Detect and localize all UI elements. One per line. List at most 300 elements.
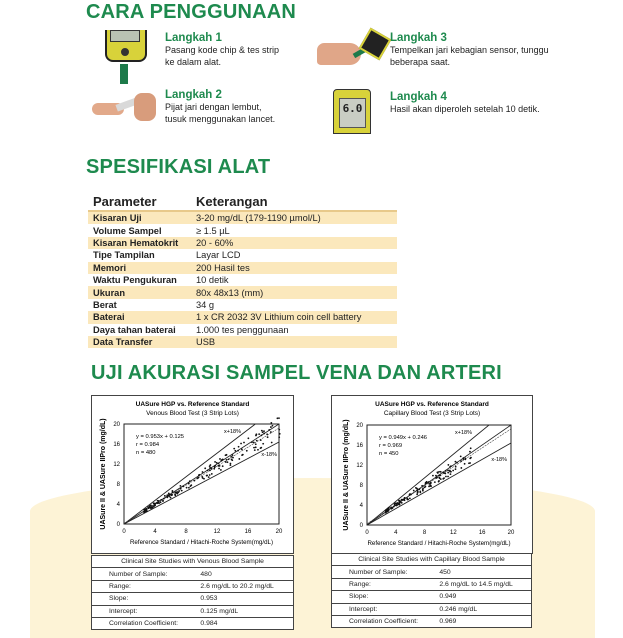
y-tick-label: 16 xyxy=(356,443,363,449)
data-point xyxy=(220,469,222,471)
spec-value: 10 detik xyxy=(196,275,229,286)
correlation-label: r = 0.969 xyxy=(379,443,403,449)
study-table-row xyxy=(92,605,294,617)
data-point xyxy=(231,458,233,460)
data-point xyxy=(238,446,240,448)
data-point xyxy=(409,494,411,496)
study-label: Number of Sample: xyxy=(332,566,440,578)
finger-sensor-image xyxy=(317,30,387,74)
spec-parameter: Baterai xyxy=(88,311,191,323)
x-tick-label: 20 xyxy=(275,529,283,535)
data-point xyxy=(447,472,449,474)
chart-subtitle: Venous Blood Test (3 Strip Lots) xyxy=(146,410,239,417)
spec-parameter: Kisaran Uji xyxy=(88,211,191,224)
capillary-study-table xyxy=(331,553,532,628)
spec-value: Layar LCD xyxy=(196,250,241,261)
study-value: 0.949 xyxy=(439,591,531,603)
study-label: Intercept: xyxy=(92,605,201,617)
spec-row xyxy=(88,224,397,236)
data-point xyxy=(172,490,174,492)
study-table-row xyxy=(332,578,532,590)
data-point xyxy=(385,512,387,514)
data-point xyxy=(255,435,257,437)
data-point xyxy=(186,487,188,489)
data-point xyxy=(430,485,432,487)
data-point xyxy=(261,434,263,436)
x-tick-label: 0 xyxy=(122,529,126,535)
spec-value: 80x 48x13 (mm) xyxy=(191,286,397,298)
data-point xyxy=(470,457,472,459)
usage-title: CARA PENGGUNAAN xyxy=(86,1,297,23)
step-title: Langkah 1 xyxy=(165,32,222,44)
data-point xyxy=(388,507,390,509)
study-table-row xyxy=(92,593,294,605)
data-point xyxy=(421,485,423,487)
spec-header-keterangan: Keterangan xyxy=(196,193,268,209)
data-point xyxy=(232,454,234,456)
data-point xyxy=(213,468,215,470)
data-point xyxy=(263,430,265,432)
data-point xyxy=(180,485,182,487)
data-point xyxy=(241,448,243,450)
data-point xyxy=(237,450,239,452)
data-point xyxy=(152,506,154,508)
spec-row xyxy=(88,286,397,298)
spec-table xyxy=(88,192,397,348)
data-point xyxy=(251,441,253,443)
data-point xyxy=(189,480,191,482)
step-text: Pasang kode chip & tes strip xyxy=(165,45,280,55)
study-value: 0.125 mg/dL xyxy=(200,605,293,617)
data-point xyxy=(436,477,438,479)
step-text: beberapa saat. xyxy=(390,57,451,67)
spec-row xyxy=(88,299,397,311)
data-point xyxy=(216,462,218,464)
data-point xyxy=(455,466,457,468)
data-point xyxy=(166,496,168,498)
data-point xyxy=(404,497,406,499)
data-point xyxy=(401,502,403,504)
step-text: Hasil akan diperoleh setelah 10 detik. xyxy=(390,104,540,114)
data-point xyxy=(203,478,205,480)
spec-header-parameter: Parameter xyxy=(93,193,157,209)
data-point xyxy=(170,497,172,499)
data-point xyxy=(241,454,243,456)
data-point xyxy=(438,475,440,477)
spec-value: 34 g xyxy=(196,299,215,310)
x-tick-label: 16 xyxy=(478,530,486,536)
data-point xyxy=(460,460,462,462)
regression-equation: y = 0.953x + 0.125 xyxy=(136,434,185,440)
spec-parameter: Berat xyxy=(93,299,117,310)
study-table-row xyxy=(92,617,294,629)
study-value: 2.6 mg/dL to 20.2 mg/dL xyxy=(200,580,293,592)
data-point xyxy=(270,422,272,424)
study-value: 2.6 mg/dL to 14.5 mg/dL xyxy=(439,578,531,590)
y-tick-label: 0 xyxy=(116,522,120,528)
y-tick-label: 4 xyxy=(116,502,120,508)
data-point xyxy=(176,491,178,493)
spec-row xyxy=(88,324,397,336)
data-point xyxy=(445,476,447,478)
study-table-row xyxy=(92,568,294,580)
data-point xyxy=(393,506,395,508)
data-point xyxy=(450,473,452,475)
y-tick-label: 12 xyxy=(113,462,120,468)
y-axis-label: UASure II & UASure IIPro (mg/dL) xyxy=(100,418,107,530)
data-point xyxy=(150,504,152,506)
study-label: Correlation Coefficient: xyxy=(332,615,440,627)
venous-study-table xyxy=(91,555,294,630)
data-point xyxy=(221,459,223,461)
data-point xyxy=(256,440,258,442)
data-point xyxy=(255,443,257,445)
study-table-row xyxy=(92,580,294,592)
step-1 xyxy=(165,32,279,68)
data-point xyxy=(444,473,446,475)
data-point xyxy=(154,504,156,506)
study-label: Slope: xyxy=(332,591,440,603)
step-title: Langkah 4 xyxy=(390,91,447,103)
data-point xyxy=(204,467,206,469)
data-point xyxy=(452,470,454,472)
data-point xyxy=(218,468,220,470)
data-point xyxy=(465,457,467,459)
data-point xyxy=(410,494,412,496)
data-point xyxy=(197,477,199,479)
meter-insert-strip-image xyxy=(105,30,143,84)
data-point xyxy=(234,450,236,452)
study-table-row xyxy=(332,566,532,578)
study-value: 0.984 xyxy=(200,617,293,629)
data-point xyxy=(207,470,209,472)
data-point xyxy=(222,465,224,467)
lancet-finger-image xyxy=(92,93,158,123)
data-point xyxy=(464,463,466,465)
data-point xyxy=(278,429,280,431)
data-point xyxy=(149,506,151,508)
study-value: 0.246 mg/dL xyxy=(439,603,531,615)
step-text: ke dalam alat. xyxy=(165,57,222,67)
data-point xyxy=(143,511,145,513)
data-point xyxy=(386,509,388,511)
y-tick-label: 20 xyxy=(356,423,363,429)
data-point xyxy=(449,470,451,472)
lower-limit-label: x-18% xyxy=(261,452,277,458)
spec-value: 200 Hasil tes xyxy=(191,262,397,274)
data-point xyxy=(253,442,255,444)
data-point xyxy=(225,461,227,463)
spec-value: USB xyxy=(191,336,397,348)
spec-value: 3-20 mg/dL (179-1190 µmol/L) xyxy=(191,211,397,224)
spec-row xyxy=(88,249,397,261)
y-tick-label: 8 xyxy=(359,483,363,489)
data-point xyxy=(418,488,420,490)
spec-parameter: Ukuran xyxy=(88,286,191,298)
x-tick-label: 8 xyxy=(184,529,188,535)
data-point xyxy=(394,504,396,506)
data-point xyxy=(219,458,221,460)
y-axis-label: UASure II & UASure IIPro (mg/dL) xyxy=(343,419,350,531)
data-point xyxy=(226,454,228,456)
data-point xyxy=(261,430,263,432)
data-point xyxy=(270,426,272,428)
data-point xyxy=(180,488,182,490)
data-point xyxy=(194,480,196,482)
data-point xyxy=(437,471,439,473)
data-point xyxy=(214,461,216,463)
step-2 xyxy=(165,89,275,125)
data-point xyxy=(188,483,190,485)
data-point xyxy=(254,449,256,451)
data-point xyxy=(260,439,262,441)
spec-parameter: Daya tahan baterai xyxy=(93,324,176,335)
data-point xyxy=(447,476,449,478)
study-label: Range: xyxy=(92,580,201,592)
spec-value: 1.000 tes penggunaan xyxy=(196,324,289,335)
spec-parameter: Kisaran Hematokrit xyxy=(88,237,191,249)
data-point xyxy=(470,447,472,449)
data-point xyxy=(447,470,449,472)
x-axis-label: Reference Standard / Hitachi-Roche System(mg/dL) xyxy=(367,540,511,547)
data-point xyxy=(270,431,272,433)
chart-title: UASure HGP vs. Reference Standard xyxy=(375,401,489,408)
data-point xyxy=(209,469,211,471)
data-point xyxy=(164,495,166,497)
data-point xyxy=(385,510,387,512)
x-tick-label: 12 xyxy=(450,530,457,536)
study-label: Range: xyxy=(332,578,440,590)
step-text: tusuk menggunakan lancet. xyxy=(165,114,276,124)
data-point xyxy=(416,493,418,495)
data-point xyxy=(460,467,462,469)
data-point xyxy=(434,481,436,483)
spec-value: 20 - 60% xyxy=(191,237,397,249)
data-point xyxy=(396,503,398,505)
data-point xyxy=(417,490,419,492)
data-point xyxy=(390,507,392,509)
x-axis-label: Reference Standard / Hitachi-Roche System(mg/dL) xyxy=(129,539,274,546)
data-point xyxy=(417,492,419,494)
x-tick-label: 4 xyxy=(394,530,398,536)
upper-limit-label: x+18% xyxy=(224,429,241,435)
data-point xyxy=(425,482,427,484)
capillary-chart xyxy=(331,395,533,554)
data-point xyxy=(188,487,190,489)
accuracy-title: UJI AKURASI SAMPEL VENA DAN ARTERI xyxy=(91,362,502,384)
spec-parameter: Volume Sampel xyxy=(93,225,162,236)
data-point xyxy=(162,500,164,502)
meter-display: 6.0 xyxy=(339,98,366,128)
data-point xyxy=(258,433,260,435)
sample-count-label: n = 480 xyxy=(136,450,156,456)
data-point xyxy=(232,457,234,459)
spec-header-row xyxy=(88,192,397,211)
data-point xyxy=(167,494,169,496)
spec-value: ≥ 1.5 µL xyxy=(196,225,230,236)
data-point xyxy=(460,455,462,457)
y-tick-label: 12 xyxy=(356,463,363,469)
x-tick-label: 0 xyxy=(365,530,369,536)
data-point xyxy=(447,464,449,466)
data-point xyxy=(170,494,172,496)
data-point xyxy=(268,429,270,431)
data-point xyxy=(422,490,424,492)
step-text: Pijat jari dengan lembut, xyxy=(165,102,262,112)
data-point xyxy=(209,467,211,469)
spec-row xyxy=(88,237,397,249)
data-point xyxy=(206,475,208,477)
data-point xyxy=(176,493,178,495)
data-point xyxy=(156,502,158,504)
data-point xyxy=(455,468,457,470)
data-point xyxy=(456,462,458,464)
regression-equation: y = 0.949x + 0.246 xyxy=(379,435,428,441)
data-point xyxy=(262,443,264,445)
data-point xyxy=(181,490,183,492)
spec-row xyxy=(88,274,397,286)
data-point xyxy=(403,499,405,501)
data-point xyxy=(276,417,278,419)
data-point xyxy=(432,475,434,477)
study-label: Correlation Coefficient: xyxy=(92,617,201,629)
study-label: Slope: xyxy=(92,593,201,605)
chart-subtitle: Capillary Blood Test (3 Strip Lots) xyxy=(383,410,481,417)
study-label: Intercept: xyxy=(332,603,440,615)
spec-value: 1 x CR 2032 3V Lithium coin cell battery xyxy=(191,311,397,323)
data-point xyxy=(445,470,447,472)
y-tick-label: 0 xyxy=(359,523,363,529)
data-point xyxy=(160,499,162,501)
data-point xyxy=(198,474,200,476)
x-tick-label: 8 xyxy=(422,530,427,536)
data-point xyxy=(209,474,211,476)
data-point xyxy=(398,500,400,502)
y-tick-label: 20 xyxy=(113,422,120,428)
data-point xyxy=(438,471,440,473)
data-point xyxy=(202,471,204,473)
study-table-row xyxy=(332,591,532,603)
data-point xyxy=(278,417,280,419)
data-point xyxy=(468,462,470,464)
spec-parameter: Data Transfer xyxy=(88,336,191,348)
x-tick-label: 16 xyxy=(244,529,252,535)
study-value: 0.953 xyxy=(200,593,293,605)
data-point xyxy=(438,480,440,482)
data-point xyxy=(174,494,176,496)
data-point xyxy=(396,504,398,506)
data-point xyxy=(163,498,165,500)
step-title: Langkah 2 xyxy=(165,89,222,101)
data-point xyxy=(272,425,274,427)
data-point xyxy=(226,459,228,461)
data-point xyxy=(219,465,221,467)
data-point xyxy=(230,456,232,458)
data-point xyxy=(469,451,471,453)
chart-title: UASure HGP vs. Reference Standard xyxy=(135,401,250,408)
study-table-caption: Clinical Site Studies with Venous Blood Sample xyxy=(92,556,294,568)
data-point xyxy=(263,433,265,435)
y-tick-label: 16 xyxy=(113,442,120,448)
spec-parameter: Memori xyxy=(88,262,191,274)
spec-row xyxy=(88,262,397,274)
data-point xyxy=(253,447,255,449)
x-tick-label: 4 xyxy=(153,529,157,535)
data-point xyxy=(262,431,264,433)
study-table-row xyxy=(332,603,532,615)
y-tick-label: 8 xyxy=(116,482,120,488)
data-point xyxy=(266,433,268,435)
study-label: Number of Sample: xyxy=(92,568,201,580)
data-point xyxy=(255,446,257,448)
spec-parameter: Tipe Tampilan xyxy=(93,250,155,261)
step-4 xyxy=(390,91,540,115)
data-point xyxy=(228,458,230,460)
data-point xyxy=(230,463,232,465)
data-point xyxy=(238,458,240,460)
data-point xyxy=(424,486,426,488)
data-point xyxy=(279,433,281,435)
y-tick-label: 4 xyxy=(359,503,363,509)
data-point xyxy=(271,442,273,444)
data-point xyxy=(435,475,437,477)
data-point xyxy=(182,485,184,487)
data-point xyxy=(168,493,170,495)
data-point xyxy=(440,471,442,473)
data-point xyxy=(455,461,457,463)
data-point xyxy=(417,488,419,490)
sample-count-label: n = 450 xyxy=(379,451,399,457)
study-value: 450 xyxy=(439,566,531,578)
data-point xyxy=(407,499,409,501)
data-point xyxy=(158,502,160,504)
x-tick-label: 20 xyxy=(507,530,515,536)
step-text: Tempelkan jari kebagian sensor, tunggu xyxy=(390,45,549,55)
spec-row xyxy=(88,311,397,323)
data-point xyxy=(413,490,415,492)
data-point xyxy=(463,457,465,459)
x-tick-label: 12 xyxy=(213,529,221,535)
data-point xyxy=(267,436,269,438)
study-table-row xyxy=(332,615,532,627)
data-point xyxy=(218,463,220,465)
data-point xyxy=(440,478,442,480)
data-point xyxy=(430,482,432,484)
lower-limit-label: x-18% xyxy=(491,457,507,463)
data-point xyxy=(157,500,159,502)
study-value: 0.969 xyxy=(439,615,531,627)
data-point xyxy=(442,478,444,480)
data-point xyxy=(208,476,210,478)
study-table-caption: Clinical Site Studies with Capillary Blood Sample xyxy=(332,554,532,566)
data-point xyxy=(428,481,430,483)
data-point xyxy=(190,485,192,487)
data-point xyxy=(246,450,248,452)
data-point xyxy=(260,447,262,449)
data-point xyxy=(144,509,146,511)
data-point xyxy=(257,449,259,451)
data-point xyxy=(243,442,245,444)
data-point xyxy=(227,461,229,463)
data-point xyxy=(449,466,451,468)
study-value: 480 xyxy=(200,568,293,580)
correlation-label: r = 0.984 xyxy=(136,442,160,448)
spec-row xyxy=(88,211,397,224)
data-point xyxy=(409,497,411,499)
data-point xyxy=(247,437,249,439)
spec-row xyxy=(88,336,397,348)
data-point xyxy=(401,499,403,501)
